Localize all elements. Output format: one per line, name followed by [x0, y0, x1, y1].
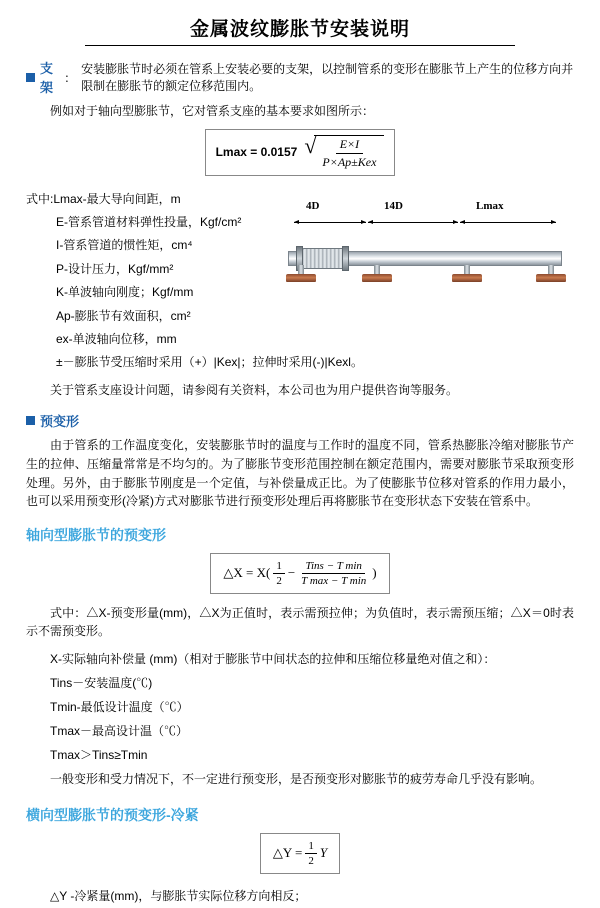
formula-lmax-denominator: P×Ap±Kex	[322, 154, 377, 169]
formula-delta-x	[210, 553, 389, 594]
document-page	[0, 14, 600, 903]
section-heading-predeform	[26, 411, 574, 430]
variable-item: 式中:Lmax-最大导向间距，m	[26, 191, 181, 206]
square-bullet-icon	[26, 73, 35, 82]
variable-item: I-管系管道的惯性矩，cm⁴	[56, 238, 193, 253]
pipe-support-icon	[362, 265, 392, 283]
section-predeform-paragraph: 由于管系的工作温度变化，安装膨胀节时的温度与工作时的温度不同，管系热膨胀冷缩对膨胀节产生的拉伸、压缩量常常是不均匀的。为了膨胀节变形范围控制在额定范围内，需要对膨胀节采取预变形处理。另外，由于膨胀节刚度是一个定值，与补偿量成正比。为了使膨胀节位移对管系的作用力最小，也可以采用预变形(冷紧)方式对膨胀节进行预变形处理后再将膨胀节在变形状态下安装在管系中。	[26, 438, 574, 509]
diagram-pipe-assembly	[284, 231, 566, 295]
square-root-icon: √ $\frac{E\times I}{\text{P×Ap±Kex}}$	[304, 135, 384, 170]
title-divider	[85, 45, 515, 46]
axial-notes-list	[26, 647, 574, 791]
pipe-support-icon	[452, 265, 482, 283]
page-title: 金属波纹膨胀节安装说明	[189, 19, 410, 40]
variable-item: P-设计压力，Kgf/mm²	[56, 261, 174, 276]
formula-lmax-container	[26, 129, 574, 176]
axial-note-item: X-实际轴向补偿量 (mm)（相对于膨胀节中间状态的拉伸和压缩位移量绝对值之和）：	[50, 651, 496, 666]
formula-delta-x-lhs: △X = X(	[223, 565, 271, 581]
section-heading-predeform-label: 预变形	[40, 414, 80, 430]
formula-delta-y-container	[26, 833, 574, 874]
axial-note-item: Tins－安装温度(℃)	[50, 675, 153, 690]
subsection-heading-axial: 轴向型膨胀节的预变形	[26, 526, 166, 543]
formula-delta-y-lhs: △Y =	[272, 845, 303, 861]
formula-delta-x-minus: −	[287, 565, 296, 581]
formula-delta-y	[260, 833, 340, 874]
formula-lmax-lhs: Lmax = 0.0157	[215, 145, 298, 160]
section-support-paragraph-2: 例如对于轴向型膨胀节，它对管系支座的基本要求如图所示：	[50, 104, 375, 118]
variable-item: ±－膨胀节受压缩时采用（+）|Kex|；拉伸时采用(-)|Kexl。	[56, 355, 363, 370]
section-heading-support: 支架 ： 安装膨胀节时必须在管系上安装必要的支架，以控制管系的变形在膨胀节上产生的位移方向并限制在膨胀节的额定位移范围内。	[26, 58, 574, 96]
formula-lmax-numerator: E×I	[336, 137, 363, 154]
axial-note-item: Tmax＞Tins≥Tmin	[50, 747, 148, 762]
axial-note-item: Tmin-最低设计温度（℃）	[50, 699, 189, 714]
formula-delta-y-rhs: Y	[319, 845, 328, 861]
pipe-support-icon	[536, 265, 566, 283]
frac2-numerator: Tins − T min	[302, 560, 364, 574]
variable-item: Ap-膨胀节有效面积，cm²	[56, 308, 191, 323]
formula-delta-x-container	[26, 553, 574, 594]
fracy-numerator: 1	[305, 840, 317, 854]
flange-icon	[342, 246, 349, 271]
support-design-note: 关于管系支座设计问题，请参阅有关资料，本公司也为用户提供咨询等服务。	[50, 382, 459, 397]
formula-delta-x-frac2	[298, 560, 369, 587]
document-body	[0, 58, 600, 908]
diagram-label-14d: 14D	[384, 199, 403, 212]
diagram-column	[284, 186, 574, 300]
dimension-arrow-icon	[460, 222, 556, 223]
axial-note-0: 式中：△X-预变形量(mm)，△X为正值时，表示需预拉伸；为负值时，表示需预压缩；△X＝0时表示不需预变形。	[26, 605, 574, 639]
frac1-denominator: 2	[276, 574, 282, 587]
frac1-numerator: 1	[273, 560, 285, 574]
axial-note-item: 一般变形和受力情况下，不一定进行预变形，是否预变形对膨胀节的疲劳寿命几乎没有影响。	[50, 771, 543, 786]
pipe-support-icon	[286, 265, 316, 283]
axial-note-item: Tmax－最高设计温（℃）	[50, 723, 189, 738]
dimension-arrow-icon	[294, 222, 366, 223]
dimension-arrow-icon	[368, 222, 458, 223]
section-support-paragraph-inline: 安装膨胀节时必须在管系上安装必要的支架，以控制管系的变形在膨胀节上产生的位移方向并限制在膨胀节的额定位移范围内。	[81, 62, 574, 93]
formula-delta-x-rhs: )	[372, 565, 377, 581]
subsection-heading-lateral: 横向型膨胀节的预变形-冷紧	[26, 806, 199, 823]
diagram-dimension-arrows	[284, 217, 566, 229]
square-bullet-icon	[26, 416, 35, 425]
formula-delta-y-frac	[305, 840, 317, 867]
diagram-label-lmax: Lmax	[476, 199, 504, 212]
variable-item: ex-单波轴向位移，mm	[56, 331, 177, 346]
formula-delta-x-frac1	[273, 560, 285, 587]
lateral-note-item: △Y -冷紧量(mm)，与膨胀节实际位移方向相反；	[50, 888, 307, 903]
lateral-notes-list	[26, 884, 574, 908]
fracy-denominator: 2	[308, 854, 314, 867]
variable-item: E-管系管道材料弹性投量，Kgf/cm²	[56, 214, 242, 229]
variable-item: K-单波轴向刚度；Kgf/mm	[56, 285, 194, 300]
diagram-label-4d: 4D	[306, 199, 320, 212]
frac2-denominator: T max − T min	[301, 574, 367, 587]
diagram-dimension-labels	[284, 200, 566, 216]
formula-lmax	[205, 129, 396, 176]
section-heading-support-label: 支架	[40, 61, 54, 95]
pipe-support-diagram	[284, 200, 566, 300]
variables-and-diagram	[26, 186, 574, 375]
formula-lmax-fraction	[318, 137, 380, 170]
